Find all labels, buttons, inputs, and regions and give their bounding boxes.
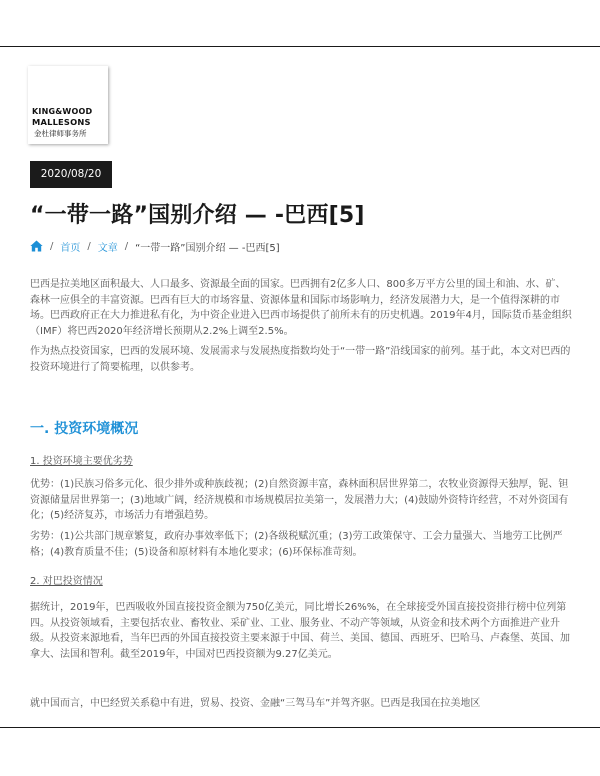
breadcrumb-separator: / [50, 240, 54, 252]
breadcrumb [30, 238, 570, 254]
logo-line-2: MALLESONS [32, 117, 91, 127]
logo-line-3: 金杜律师事务所 [34, 129, 87, 138]
advantages-paragraph: 优势：(1)民族习俗多元化、很少排外或种族歧视；(2)自然资源丰富，森林面积居世界第二，农牧业资源得天独厚，铌、钽资源储量居世界第一；(3)地域广阔，经济规模和市场规模居拉美第一，发展潜力大；(4)鼓励外资特许经营，不对外资国有化；(5)经济复苏，市场活力有增强趋势。 [30, 479, 569, 521]
intro-paragraph-1: 巴西是拉美地区面积最大、人口最多、资源最全面的国家。巴西拥有2亿多人口、800多万平方公里的国土和油、水、矿、森林一应俱全的丰富资源。巴西有巨大的市场容量、资源体量和国际市场影响力，经济发展潜力大，是一个值得深耕的市场。巴西政府正在大力推进私有化，为中资企业进入巴西市场提供了前所未有的历史机遇。2019年4月，国际货币基金组织（IMF）将巴西2020年经济增长预期从2.2%上调至2.5%。 [30, 279, 572, 337]
breadcrumb-separator: / [87, 240, 91, 252]
bottom-divider [0, 727, 600, 728]
section-heading: 一. 投资环境概况 [30, 421, 139, 437]
logo-line-1: KING&WOOD [32, 107, 93, 116]
breadcrumb-articles-link[interactable]: 文章 [97, 242, 118, 254]
disadvantages-paragraph: 劣势：(1)公共部门规章繁复，政府办事效率低下；(2)各级税赋沉重；(3)劳工政策保守、工会力量强大、当地劳工比例严格；(4)教育质量不佳；(5)设备和原材料有本地化要求；(6)环保标准苛刻。 [30, 531, 563, 558]
home-icon[interactable] [30, 240, 43, 252]
breadcrumb-current: “一带一路”国别介绍 — -巴西[5] [135, 242, 280, 254]
breadcrumb-separator: / [124, 240, 129, 252]
subsection-heading-2: 2. 对巴投资情况 [30, 576, 103, 587]
top-divider [0, 46, 600, 47]
intro-paragraph-2: 作为热点投资国家，巴西的发展环境、发展需求与发展热度指数均处于“一带一路”沿线国家的前列。基于此，本文对巴西的投资环境进行了简要梳理，以供参考。 [30, 346, 571, 373]
subsection-heading-1: 1. 投资环境主要优劣势 [30, 456, 133, 467]
firm-logo[interactable] [28, 66, 108, 144]
trade-paragraph: 就中国而言，中巴经贸关系稳中有进，贸易、投资、金融“三驾马车”并驾齐驱。巴西是我国在拉美地区 [30, 698, 481, 709]
date-badge: 2020/08/20 [30, 161, 112, 188]
breadcrumb-home-link[interactable]: 首页 [60, 242, 81, 254]
page-title: “一带一路”国别介绍 — -巴西[5] [30, 203, 365, 228]
investment-paragraph: 据统计，2019年，巴西吸收外国直接投资金额为750亿美元，同比增长26%%，在全球接受外国直接投资排行榜中位列第四。从投资领域看，主要包括农业、畜牧业、采矿业、工业、服务业、不动产等领域，从资金和技术两个方面推进产业升级。从投资来源地看，当年巴西的外国直接投资主要来源于中国、荷兰、美国、德国、西班牙、巴哈马、卢森堡、英国、加拿大、法国和智利。截至2019年，中国对巴西投资额为9.27亿美元。 [30, 602, 570, 660]
